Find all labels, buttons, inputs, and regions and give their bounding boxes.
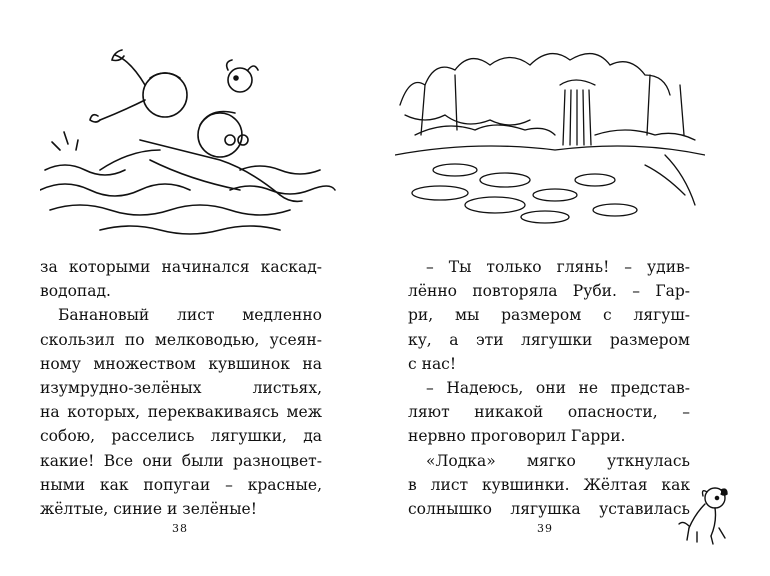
- text-line: собою, расселись лягушки, да: [40, 427, 322, 446]
- text-line: в лист кувшинки. Жёлтая как: [408, 475, 690, 494]
- page-number: 39: [537, 522, 553, 535]
- text-line: нервно проговорил Гарри.: [408, 427, 626, 446]
- left-page-text: [40, 255, 322, 521]
- text-line: Банановый лист медленно: [58, 306, 322, 325]
- text-line: какие! Все они были разноцвет-: [40, 451, 322, 470]
- text-line: ными как попугаи – красные,: [40, 475, 322, 494]
- text-line: «Лодка» мягко уткнулась: [426, 451, 690, 470]
- text-line: солнышко лягушка уставилась: [408, 500, 690, 519]
- text-line: лённо повторяла Руби. – Гар-: [408, 282, 690, 301]
- text-line: жёлтые, синие и зелёные!: [40, 500, 257, 519]
- text-line: скользил по мелководью, усеян-: [40, 330, 322, 349]
- right-page: [385, 0, 770, 576]
- text-line: ку, а эти лягушки размером: [408, 330, 690, 349]
- text-line: изумрудно-зелёных листьях,: [40, 379, 322, 398]
- right-page-text: [408, 255, 690, 521]
- text-line: за которыми начинался каскад-: [40, 258, 322, 276]
- text-line: – Ты только глянь! – удив-: [426, 258, 690, 276]
- children-swimming-illustration: [40, 40, 340, 240]
- text-line: на которых, переквакиваясь меж: [40, 403, 322, 422]
- puppy-illustration: [677, 478, 737, 548]
- text-line: ри, мы размером с лягуш-: [408, 306, 690, 325]
- text-line: ному множеством кувшинок на: [40, 354, 322, 373]
- text-line: – Надеюсь, они не представ-: [426, 379, 690, 398]
- text-line: водопад.: [40, 282, 111, 301]
- page-number: 38: [172, 522, 188, 535]
- waterfall-pond-illustration: [395, 45, 705, 225]
- text-line: с нас!: [408, 354, 457, 373]
- text-line: ляют никакой опасности, –: [408, 403, 690, 422]
